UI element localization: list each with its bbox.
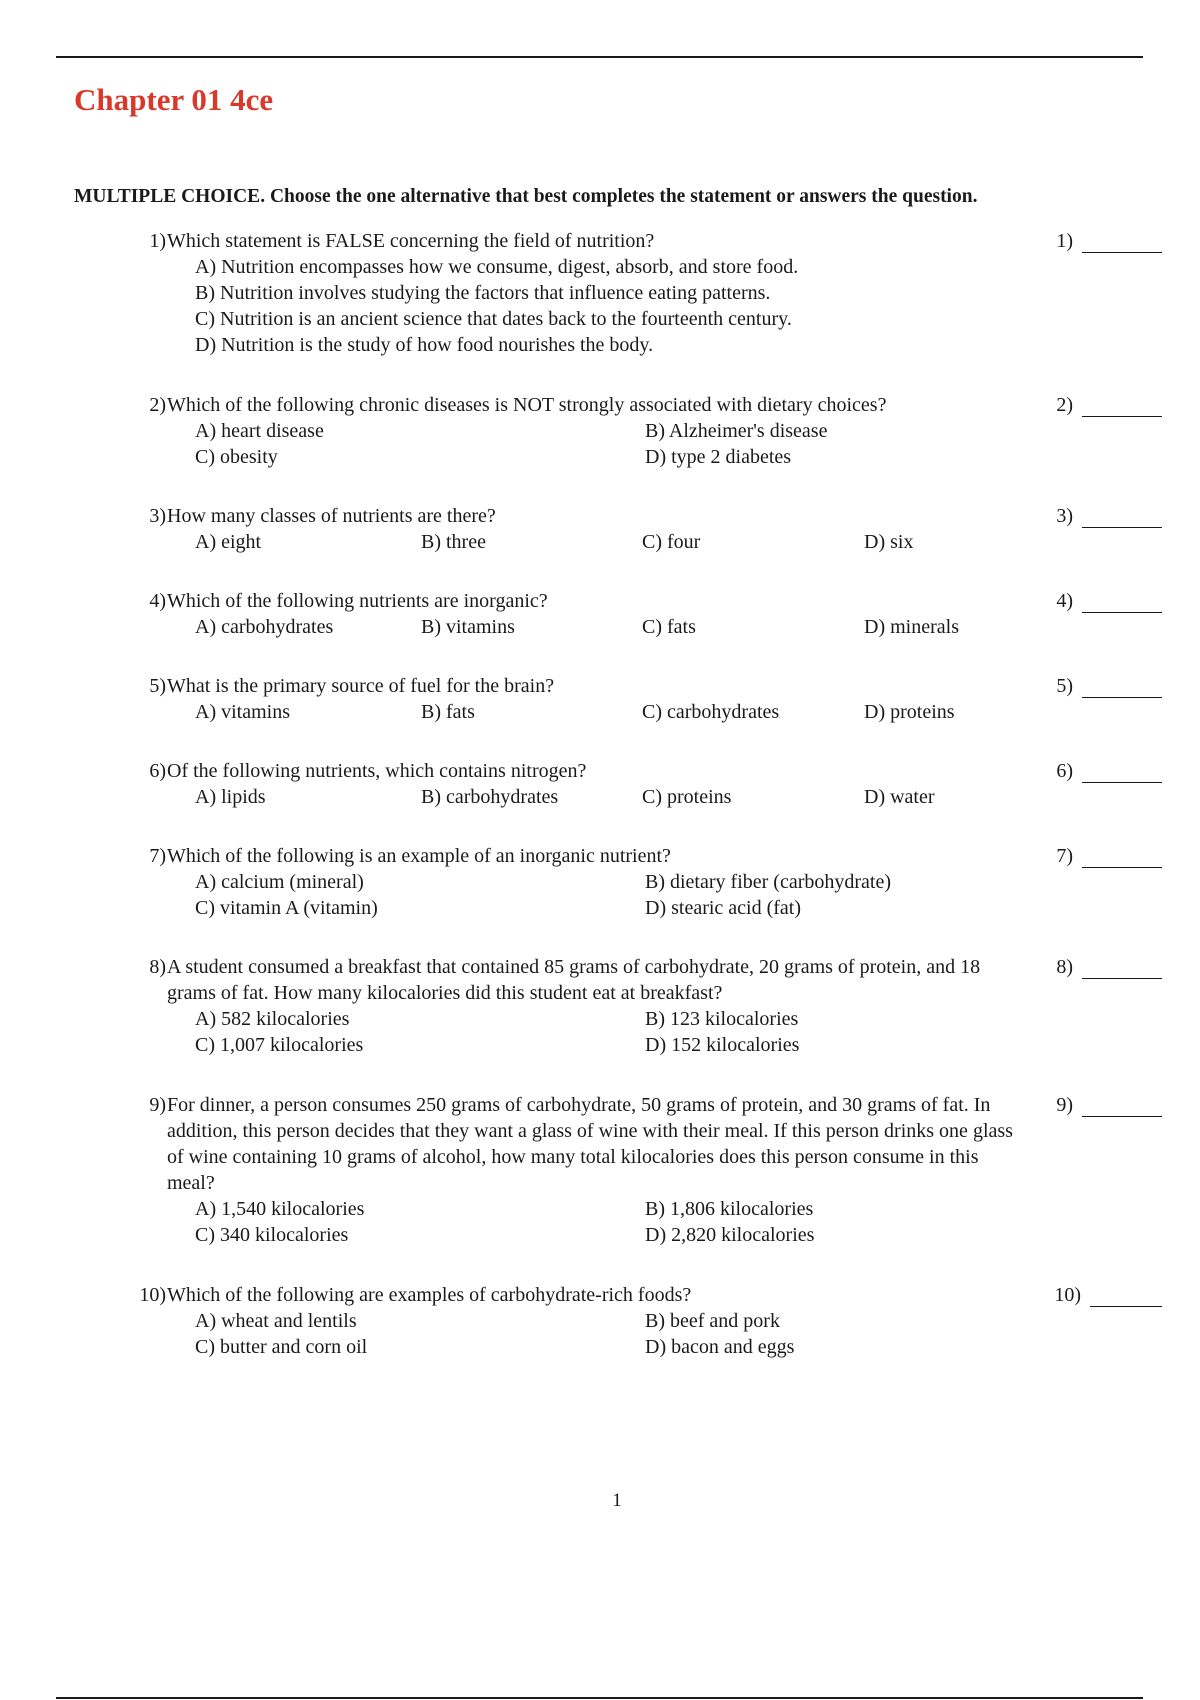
question-number: 1) — [149, 230, 166, 252]
option-c: C) proteins — [642, 786, 732, 808]
option-c: C) vitamin A (vitamin) — [195, 897, 378, 919]
question-text: A student consumed a breakfast that contained 85 grams of carbohydrate, 20 grams of protein, and 18 grams of fat. How many kilocalories did this student eat at breakfast? — [167, 956, 981, 1004]
option-c: C) 340 kilocalories — [195, 1224, 349, 1246]
top-rule — [56, 56, 1143, 58]
option-a: A) vitamins — [195, 701, 290, 723]
option-c: C) obesity — [195, 446, 278, 468]
question-text: What is the primary source of fuel for the brain? — [167, 675, 555, 697]
answer-label: 8) — [1056, 956, 1073, 978]
answer-label: 5) — [1056, 675, 1073, 697]
option-d: D) water — [864, 786, 935, 808]
option-a: A) 1,540 kilocalories — [195, 1198, 365, 1220]
question-number: 7) — [149, 845, 166, 867]
answer-blank[interactable] — [1082, 697, 1162, 698]
option-b: B) Alzheimer's disease — [645, 420, 828, 442]
bottom-rule — [56, 1697, 1143, 1699]
option-b: B) beef and pork — [645, 1310, 780, 1332]
option-c: C) fats — [642, 616, 696, 638]
question-text: For dinner, a person consumes 250 grams of carbohydrate, 50 grams of protein, and 30 grams of fat. In addition, this person decides that they want a glass of wine with their meal. If this person drinks one glass of wine containing 10 grams of alcohol, how many total kilocalories does this person consume in this meal? — [167, 1094, 1013, 1194]
option-d: D) proteins — [864, 701, 955, 723]
question-number: 4) — [149, 590, 166, 612]
option-d: D) type 2 diabetes — [645, 446, 792, 468]
answer-blank[interactable] — [1082, 978, 1162, 979]
option-b: B) three — [421, 531, 486, 553]
answer-blank[interactable] — [1082, 782, 1162, 783]
answer-blank[interactable] — [1090, 1306, 1162, 1307]
answer-label: 2) — [1056, 394, 1073, 416]
question-number: 9) — [149, 1094, 166, 1116]
section-instructions: MULTIPLE CHOICE. Choose the one alternative that best completes the statement or answers the question. — [74, 186, 978, 207]
answer-blank[interactable] — [1082, 867, 1162, 868]
question-text: How many classes of nutrients are there? — [167, 505, 496, 527]
option-b: B) 1,806 kilocalories — [645, 1198, 814, 1220]
option-a: A) wheat and lentils — [195, 1310, 357, 1332]
answer-label: 3) — [1056, 505, 1073, 527]
answer-label: 4) — [1056, 590, 1073, 612]
question-text: Which statement is FALSE concerning the field of nutrition? — [167, 230, 655, 252]
option-a: A) 582 kilocalories — [195, 1008, 350, 1030]
question-text: Which of the following chronic diseases is NOT strongly associated with dietary choices? — [167, 394, 887, 416]
question-number: 2) — [149, 394, 166, 416]
answer-label: 6) — [1056, 760, 1073, 782]
answer-blank[interactable] — [1082, 416, 1162, 417]
option-c: C) Nutrition is an ancient science that dates back to the fourteenth century. — [195, 308, 792, 330]
option-a: A) carbohydrates — [195, 616, 334, 638]
option-d: D) 152 kilocalories — [645, 1034, 800, 1056]
option-d: D) six — [864, 531, 914, 553]
page-number: 1 — [612, 1490, 622, 1511]
option-c: C) carbohydrates — [642, 701, 780, 723]
answer-blank[interactable] — [1082, 527, 1162, 528]
answer-label: 7) — [1056, 845, 1073, 867]
answer-label: 1) — [1056, 230, 1073, 252]
option-c: C) 1,007 kilocalories — [195, 1034, 364, 1056]
question-number: 5) — [149, 675, 166, 697]
answer-blank[interactable] — [1082, 1116, 1162, 1117]
option-d: D) stearic acid (fat) — [645, 897, 802, 919]
option-d: D) minerals — [864, 616, 959, 638]
option-b: B) Nutrition involves studying the factors that influence eating patterns. — [195, 282, 771, 304]
question-text: Which of the following is an example of an inorganic nutrient? — [167, 845, 671, 867]
question-text: Which of the following nutrients are inorganic? — [167, 590, 548, 612]
option-d: D) 2,820 kilocalories — [645, 1224, 815, 1246]
question-number: 3) — [149, 505, 166, 527]
answer-label: 9) — [1056, 1094, 1073, 1116]
option-a: A) calcium (mineral) — [195, 871, 364, 893]
answer-blank[interactable] — [1082, 612, 1162, 613]
question-number: 10) — [139, 1284, 166, 1306]
option-c: C) four — [642, 531, 701, 553]
answer-label: 10) — [1054, 1284, 1081, 1306]
option-a: A) heart disease — [195, 420, 324, 442]
question-number: 8) — [149, 956, 166, 978]
question-text: Of the following nutrients, which contains nitrogen? — [167, 760, 587, 782]
answer-blank[interactable] — [1082, 252, 1162, 253]
option-d: D) bacon and eggs — [645, 1336, 795, 1358]
option-b: B) dietary fiber (carbohydrate) — [645, 871, 891, 893]
option-b: B) fats — [421, 701, 475, 723]
option-a: A) Nutrition encompasses how we consume, digest, absorb, and store food. — [195, 256, 799, 278]
option-a: A) lipids — [195, 786, 266, 808]
question-number: 6) — [149, 760, 166, 782]
chapter-title: Chapter 01 4ce — [74, 82, 274, 117]
option-c: C) butter and corn oil — [195, 1336, 368, 1358]
option-b: B) 123 kilocalories — [645, 1008, 799, 1030]
option-d: D) Nutrition is the study of how food nourishes the body. — [195, 334, 654, 356]
option-b: B) vitamins — [421, 616, 515, 638]
question-text: Which of the following are examples of carbohydrate-rich foods? — [167, 1284, 692, 1306]
option-b: B) carbohydrates — [421, 786, 559, 808]
option-a: A) eight — [195, 531, 262, 553]
